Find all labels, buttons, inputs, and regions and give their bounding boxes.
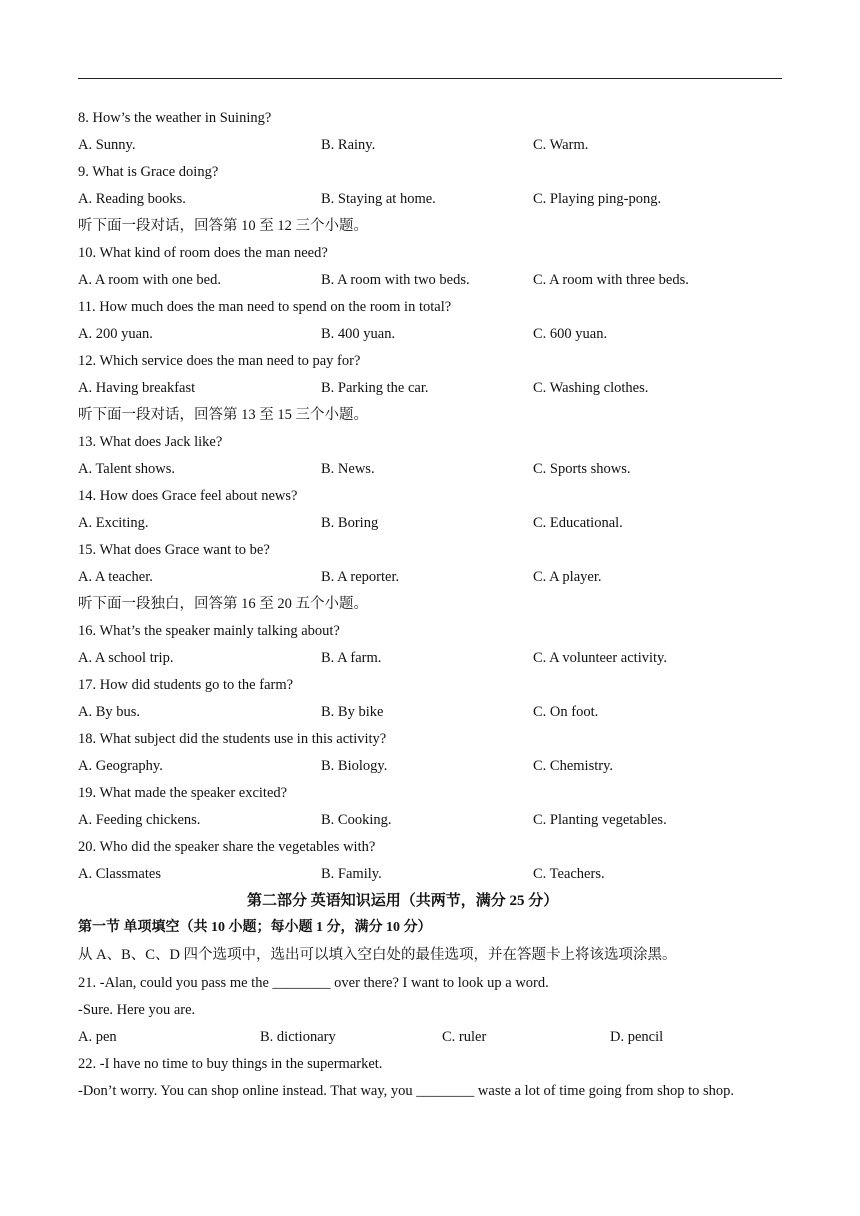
option-19c: C. Planting vegetables. [533,812,667,828]
part2-title: 第二部分 英语知识运用（共两节，满分 25 分） [247,893,559,909]
question-8: 8. How’s the weather in Suining? [78,110,272,126]
option-21b: B. dictionary [260,1029,336,1045]
option-11c: C. 600 yuan. [533,326,608,342]
option-12c: C. Washing clothes. [533,380,649,396]
instruction-16-20: 听下面一段独白，回答第 16 至 20 五个小题。 [78,596,368,612]
option-20b: B. Family. [321,866,382,882]
question-9: 9. What is Grace doing? [78,164,219,180]
option-16a: A. A school trip. [78,650,174,666]
option-20c: C. Teachers. [533,866,605,882]
option-13b: B. News. [321,461,375,477]
instruction-13-15: 听下面一段对话，回答第 13 至 15 三个小题。 [78,407,368,423]
question-14: 14. How does Grace feel about news? [78,488,298,504]
header-rule [78,78,782,79]
option-14a: A. Exciting. [78,515,149,531]
option-9a: A. Reading books. [78,191,186,207]
option-15b: B. A reporter. [321,569,400,585]
option-17b: B. By bike [321,704,384,720]
question-19: 19. What made the speaker excited? [78,785,288,801]
option-9b: B. Staying at home. [321,191,436,207]
option-10c: C. A room with three beds. [533,272,689,288]
question-21-reply: -Sure. Here you are. [78,1002,196,1018]
question-12: 12. Which service does the man need to pay for? [78,353,361,369]
option-17a: A. By bus. [78,704,141,720]
option-13a: A. Talent shows. [78,461,175,477]
option-18c: C. Chemistry. [533,758,614,774]
question-22: 22. -I have no time to buy things in the supermarket. [78,1056,383,1072]
option-16b: B. A farm. [321,650,382,666]
question-10: 10. What kind of room does the man need? [78,245,328,261]
section1-title: 第一节 单项填空（共 10 小题；每小题 1 分，满分 10 分） [78,920,432,935]
option-21c: C. ruler [442,1029,487,1045]
option-10b: B. A room with two beds. [321,272,470,288]
question-22-reply: -Don’t worry. You can shop online instead. That way, you ________ waste a lot of time going from shop to shop. [78,1083,735,1099]
option-16c: C. A volunteer activity. [533,650,667,666]
question-15: 15. What does Grace want to be? [78,542,270,558]
option-19a: A. Feeding chickens. [78,812,201,828]
option-21a: A. pen [78,1029,117,1045]
question-13: 13. What does Jack like? [78,434,223,450]
option-8b: B. Rainy. [321,137,376,153]
section1-instruction: 从 A、B、C、D 四个选项中，选出可以填入空白处的最佳选项，并在答题卡上将该选项涂黑。 [78,947,677,963]
option-8a: A. Sunny. [78,137,136,153]
option-14b: B. Boring [321,515,379,531]
option-20a: A. Classmates [78,866,161,882]
option-17c: C. On foot. [533,704,599,720]
option-15a: A. A teacher. [78,569,153,585]
question-16: 16. What’s the speaker mainly talking about? [78,623,340,639]
option-10a: A. A room with one bed. [78,272,221,288]
question-11: 11. How much does the man need to spend on the room in total? [78,299,452,315]
question-17: 17. How did students go to the farm? [78,677,294,693]
option-21d: D. pencil [610,1029,664,1045]
question-18: 18. What subject did the students use in this activity? [78,731,387,747]
question-20: 20. Who did the speaker share the vegetables with? [78,839,376,855]
question-21: 21. -Alan, could you pass me the ________ over there? I want to look up a word. [78,975,549,991]
option-12a: A. Having breakfast [78,380,196,396]
option-12b: B. Parking the car. [321,380,429,396]
option-18a: A. Geography. [78,758,163,774]
option-14c: C. Educational. [533,515,623,531]
option-13c: C. Sports shows. [533,461,631,477]
option-9c: C. Playing ping-pong. [533,191,662,207]
instruction-10-12: 听下面一段对话，回答第 10 至 12 三个小题。 [78,218,368,234]
option-8c: C. Warm. [533,137,589,153]
option-18b: B. Biology. [321,758,388,774]
option-11a: A. 200 yuan. [78,326,153,342]
option-15c: C. A player. [533,569,602,585]
option-19b: B. Cooking. [321,812,392,828]
option-11b: B. 400 yuan. [321,326,396,342]
